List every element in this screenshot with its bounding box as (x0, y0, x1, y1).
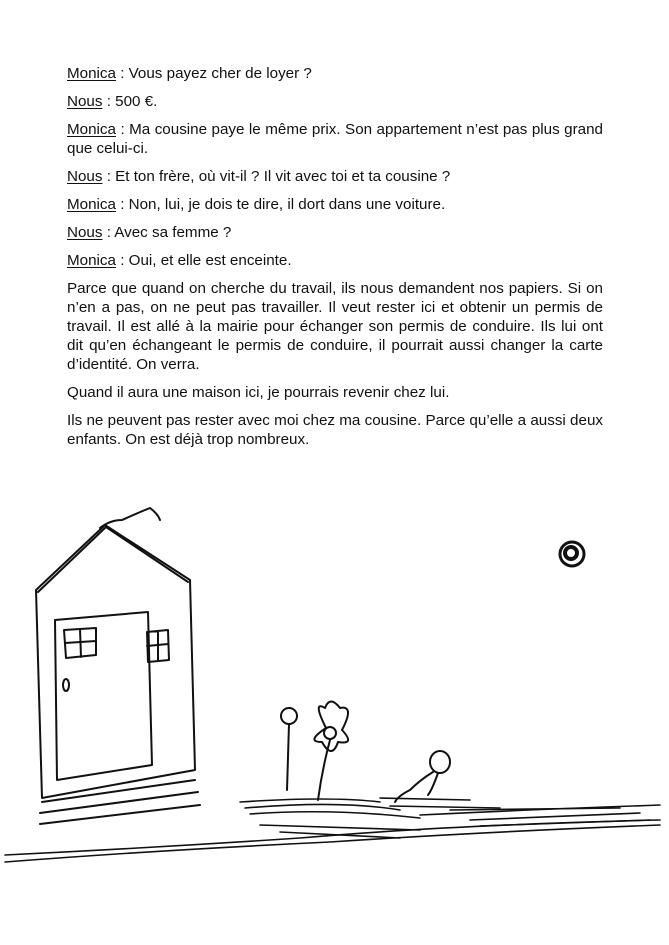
house-drawing (36, 508, 200, 824)
line-text: : Non, lui, je dois te dire, il dort dans une voiture. (115, 196, 446, 213)
interview-text (67, 64, 603, 458)
child-drawing (0, 480, 669, 880)
speaker: Monica (67, 65, 116, 82)
speaker: Nous (67, 93, 103, 110)
dialogue-line (67, 167, 603, 186)
speaker: Nous (67, 168, 103, 185)
ground-drawing (5, 798, 660, 862)
flower-drawing (281, 702, 348, 801)
speaker: Monica (67, 252, 116, 269)
dialogue-line (67, 223, 603, 242)
line-text: : Et ton frère, où vit-il ? Il vit avec toi et ta cousine ? (102, 168, 451, 185)
dialogue-line (67, 64, 603, 83)
figure-drawing (395, 751, 450, 802)
paragraph: Parce que quand on cherche du travail, ils nous demandent nos papiers. Si on n’en a pas, on ne peut pas travailler. Il veut rester ici et obtenir un permis de travail. Il est allé à la mairie pour échanger son permis de conduire. Ils lui ont dit qu’en échangeant le permis de conduire, il pourrait aussi changer la carte d’identité. On verra. (67, 280, 603, 373)
speaker: Nous (67, 224, 103, 241)
speaker: Monica (67, 196, 116, 213)
line-text: : Avec sa femme ? (102, 224, 232, 241)
dialogue-line (67, 195, 603, 214)
sun-drawing (560, 542, 584, 566)
dialogue-line (67, 251, 603, 270)
speaker: Monica (67, 121, 116, 138)
paragraph: Ils ne peuvent pas rester avec moi chez ma cousine. Parce qu’elle a aussi deux enfants. On est déjà trop nombreux. (67, 412, 603, 448)
paragraph: Quand il aura une maison ici, je pourrais revenir chez lui. (67, 384, 450, 401)
line-text: : Vous payez cher de loyer ? (115, 65, 312, 82)
line-text: : Ma cousine paye le même prix. Son appartement n’est pas plus grand que celui-ci. (67, 121, 603, 157)
line-text: : 500 €. (102, 93, 158, 110)
line-text: : Oui, et elle est enceinte. (115, 252, 292, 269)
dialogue-line (67, 120, 603, 158)
dialogue-line (67, 92, 603, 111)
